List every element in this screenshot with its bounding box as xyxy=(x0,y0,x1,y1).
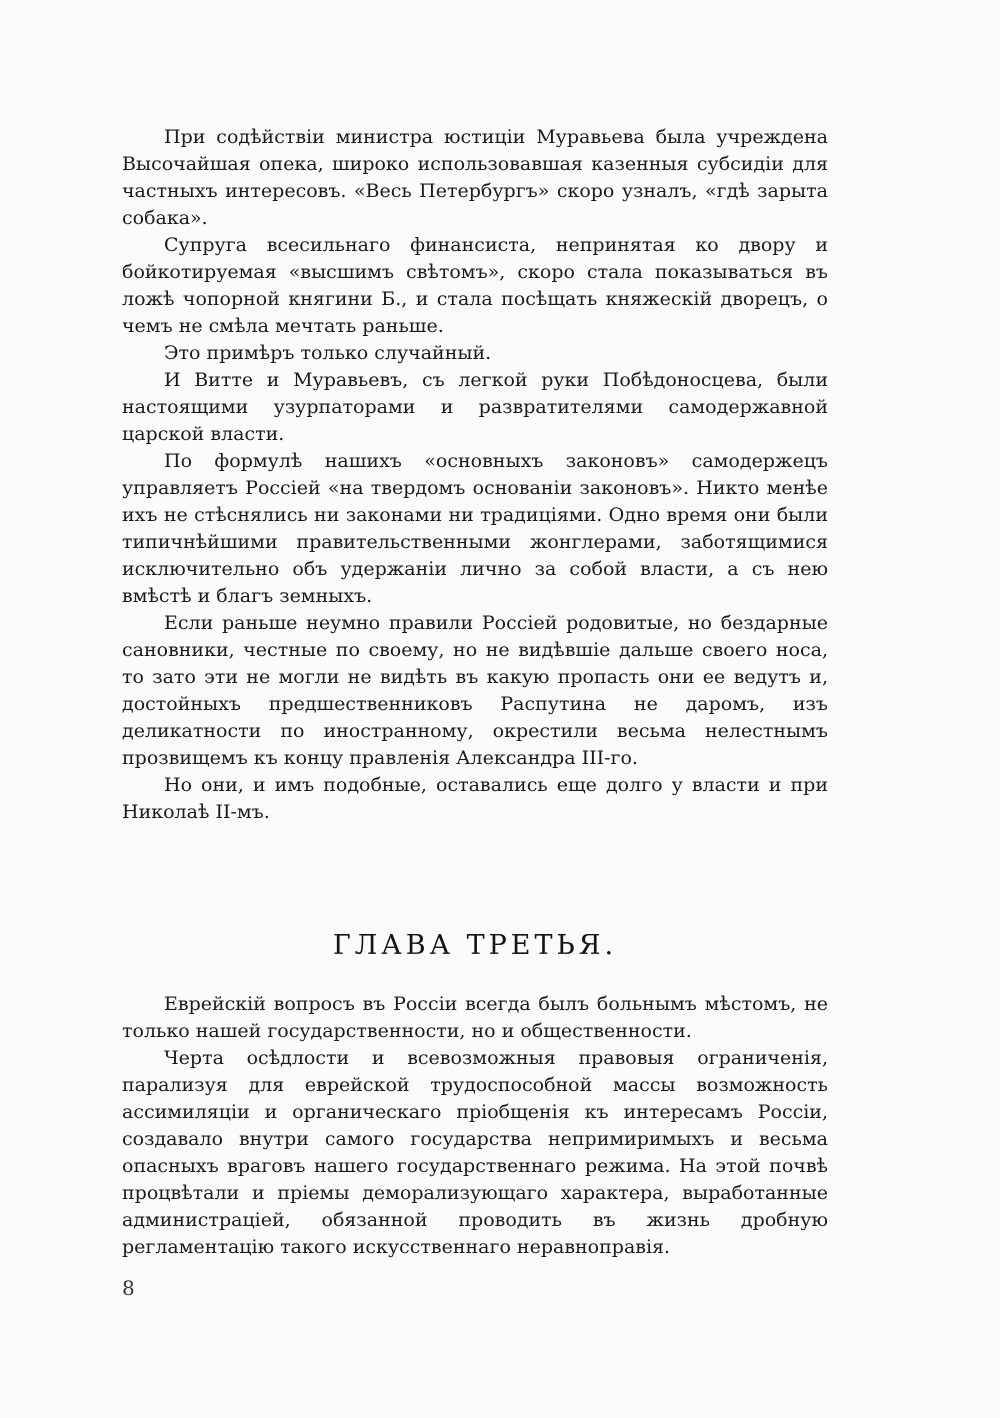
body-text-top xyxy=(122,124,828,826)
paragraph: Это примѣръ только случайный. xyxy=(164,342,492,364)
chapter-title: ГЛАВА ТРЕТЬЯ. xyxy=(332,930,618,961)
paragraph: И Витте и Муравьевъ, съ легкой руки Побѣдоносцева, были настоящими узурпаторами и развратителями самодержавной царской власти. xyxy=(122,369,828,445)
paragraph: Черта осѣдлости и всевозможныя правовыя ограниченія, парализуя для еврейской трудоспособной массы возможность ассимиляціи и органическаго пріобщенія къ интересамъ Россіи, создавало внутри самого государства непримиримыхъ и весьма опасныхъ враговъ нашего государственнаго режима. На этой почвѣ процвѣтали и пріемы деморализующаго характера, выработанные администраціей, обязанной проводить въ жизнь дробную регламентацію такого искусственнаго неравноправія. xyxy=(122,1047,828,1258)
paragraph: Супруга всесильнаго финансиста, непринятая ко двору и бойкотируемая «высшимъ свѣтомъ», скоро стала показываться въ ложѣ чопорной княгини Б., и стала посѣщать княжескій дворецъ, о чемъ не смѣла мечтать раньше. xyxy=(122,234,828,337)
paragraph: Но они, и имъ подобные, оставались еще долго у власти и при Николаѣ II-мъ. xyxy=(122,774,828,823)
paragraph: Еврейскій вопросъ въ Россіи всегда былъ больнымъ мѣстомъ, не только нашей государственности, но и общественности. xyxy=(122,993,828,1042)
body-text-bottom xyxy=(122,991,828,1261)
paragraph: По формулѣ нашихъ «основныхъ законовъ» самодержецъ управляетъ Россіей «на твердомъ основаніи законовъ». Никто менѣе ихъ не стѣснялись ни законами ни традиціями. Одно время они были типичнѣйшими правительственными жонглерами, заботящимися исключительно объ удержаніи лично за собой власти, а съ нею вмѣстѣ и благъ земныхъ. xyxy=(122,450,828,607)
page-number: 8 xyxy=(122,1276,135,1300)
paragraph: Если раньше неумно правили Россіей родовитые, но бездарные сановники, честные по своему, но не видѣвшіе дальше своего носа, то зато эти не могли не видѣть въ какую пропасть они ее ведутъ и, достойныхъ предшественниковъ Распутина не даромъ, изъ деликатности по иностранному, окрестили весьма нелестнымъ прозвищемъ къ концу правленія Александра III-го. xyxy=(122,612,828,769)
paragraph: При содѣйствіи министра юстиціи Муравьева была учреждена Высочайшая опека, широко использовавшая казенныя субсидіи для частныхъ интересовъ. «Весь Петербургъ» скоро узналъ, «гдѣ зарыта собака». xyxy=(122,126,828,229)
